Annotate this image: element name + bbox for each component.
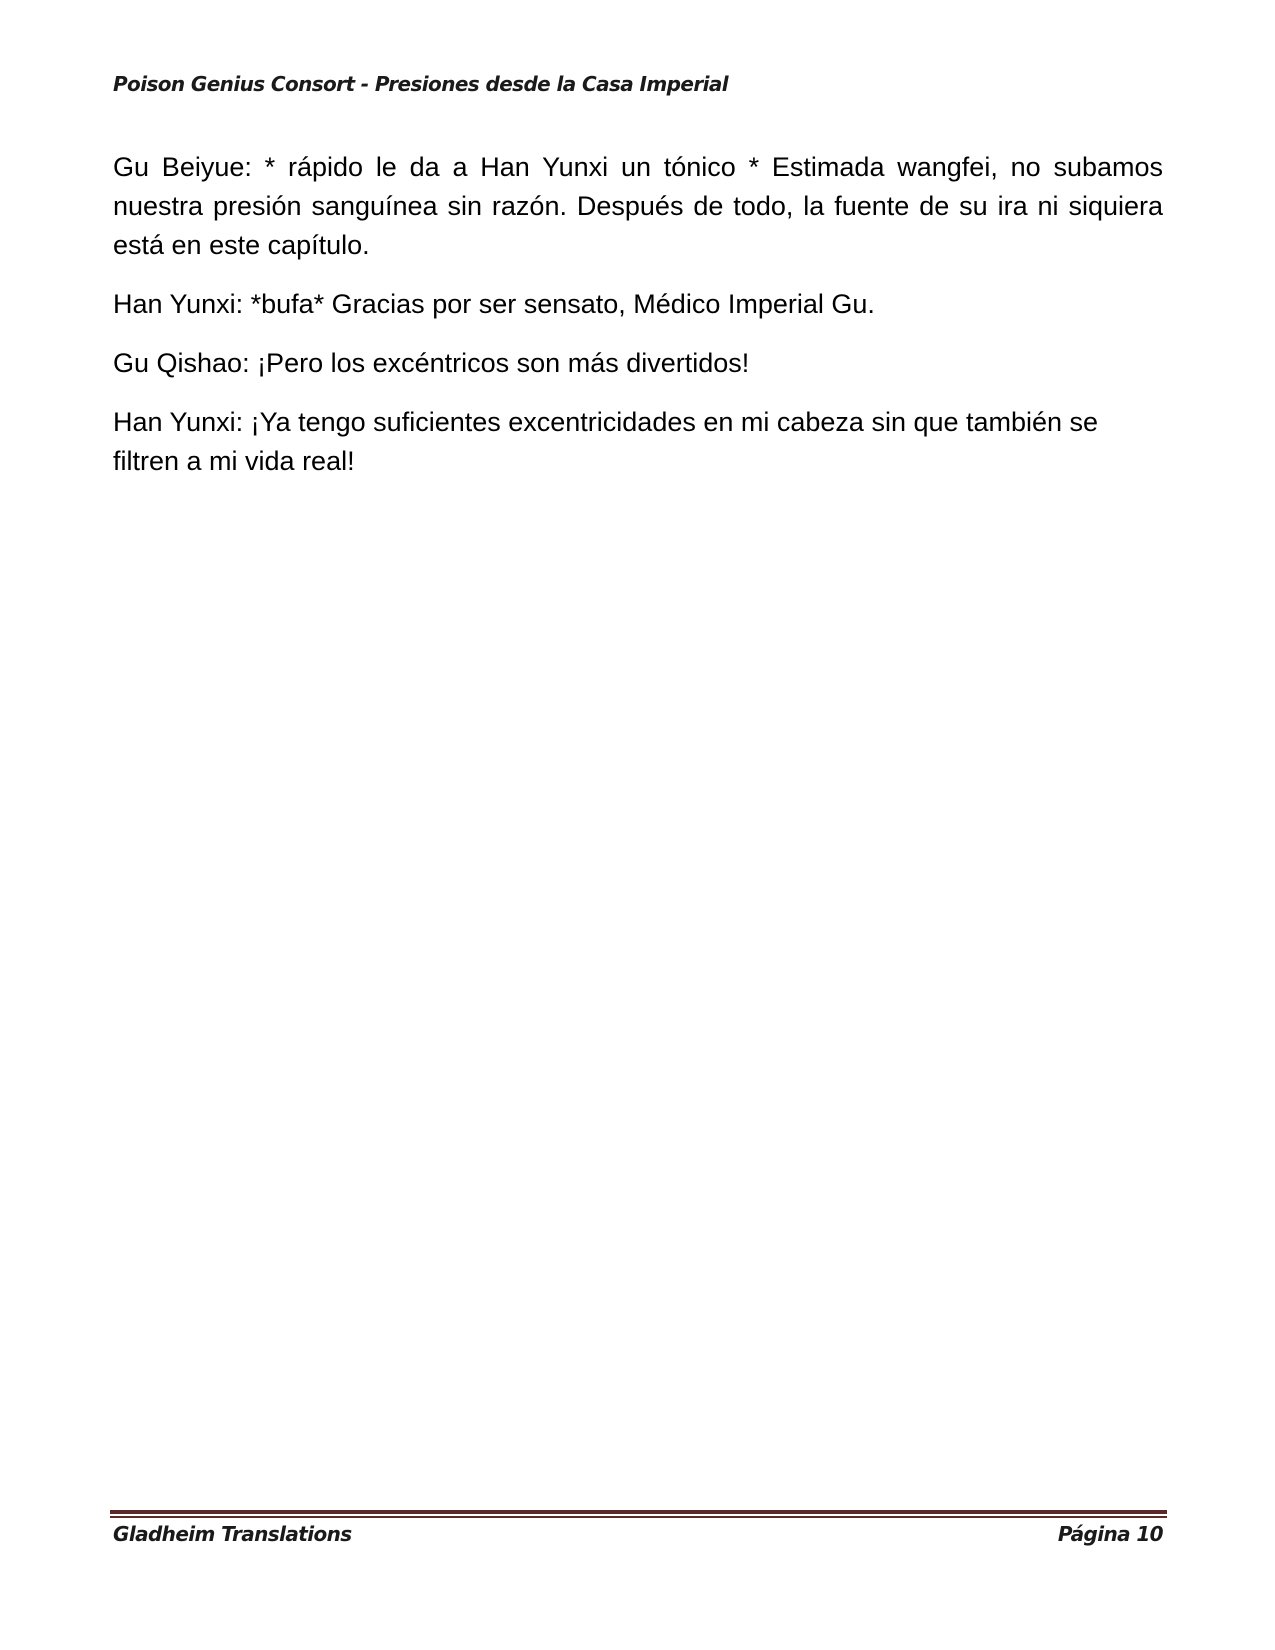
dialogue-paragraph: Gu Qishao: ¡Pero los excéntricos son más divertidos! — [113, 348, 750, 378]
footer-divider — [110, 1510, 1167, 1518]
dialogue-paragraph: Han Yunxi: ¡Ya tengo suficientes excentricidades en mi cabeza sin que también se filtren a mi vida real! — [113, 407, 1099, 476]
document-body — [113, 148, 1163, 501]
footer-page-number: Página 10 — [1057, 1522, 1163, 1546]
footer-publisher: Gladheim Translations — [113, 1522, 352, 1546]
dialogue-paragraph: Gu Beiyue: * rápido le da a Han Yunxi un tónico * Estimada wangfei, no subamos nuestra presión sanguínea sin razón. Después de todo, la fuente de su ira ni siquiera está en este capítulo. — [113, 152, 1163, 260]
page-header-title: Poison Genius Consort - Presiones desde la Casa Imperial — [113, 72, 728, 96]
dialogue-paragraph: Han Yunxi: *bufa* Gracias por ser sensato, Médico Imperial Gu. — [113, 289, 875, 319]
footer-divider-thin-line — [110, 1516, 1167, 1518]
